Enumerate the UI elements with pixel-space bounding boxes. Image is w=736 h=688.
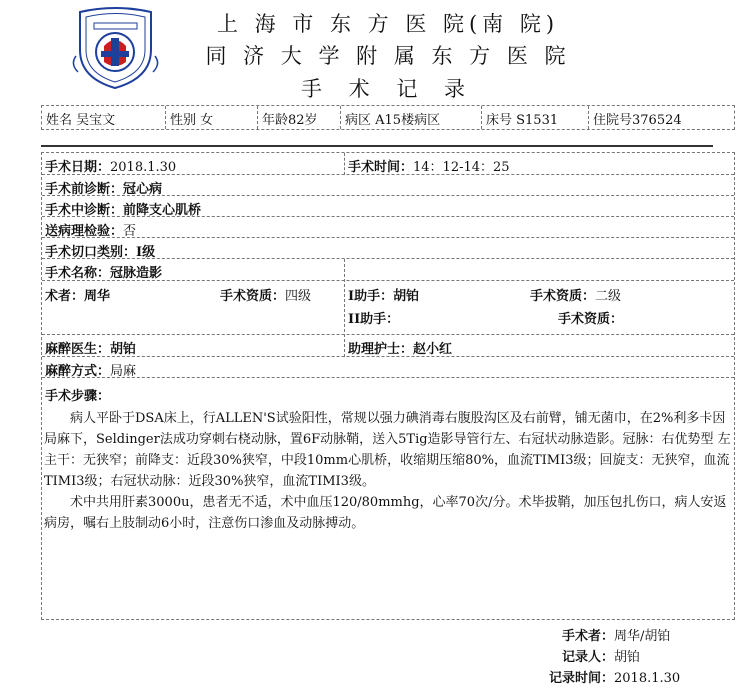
surgery-name-label: 手术名称：	[45, 266, 111, 281]
anesthesiologist-value: 胡铂	[110, 342, 137, 357]
patient-name: 姓名 吴宝文	[42, 106, 166, 129]
surgery-time-label: 手术时间：	[348, 160, 414, 175]
assistant1-qualification-label: 手术资质：	[530, 289, 596, 304]
signature-recorder	[544, 646, 640, 665]
signature-operator	[544, 625, 670, 644]
surgery-steps-text	[44, 408, 732, 534]
pathology-label: 送病理检验：	[45, 224, 124, 239]
surgery-steps-label: 手术步骤：	[45, 389, 111, 404]
assistant-nurse-value: 赵小红	[413, 342, 453, 357]
assistant1-qualification-value: 二级	[595, 289, 622, 304]
intraop-diagnosis-label: 手术中诊断：	[45, 203, 124, 218]
assistant2-label: II助手：	[348, 312, 400, 327]
preop-diagnosis-value: 冠心病	[123, 182, 163, 197]
assistant-nurse-label: 助理护士：	[348, 342, 414, 357]
operator-label: 手术者：	[561, 629, 614, 644]
patient-ward: 病区 A15楼病区	[341, 106, 482, 129]
hospital-name-tongji: 同 济 大 学 附 属 东 方 医 院	[205, 44, 571, 68]
recorder-value: 胡铂	[614, 650, 641, 665]
patient-bed: 床号 S1531	[482, 106, 589, 129]
hospital-name-south: 上 海 市 东 方 医 院(南 院)	[216, 12, 560, 36]
incision-class-label: 手术切口类别：	[45, 245, 137, 260]
assistant2-qualification-label: 手术资质：	[558, 312, 624, 327]
patient-info-row	[41, 105, 735, 130]
steps-paragraph-2: 术中共用肝素3000u，患者无不适，术中血压120/80mmhg，心率70次/分。术毕拔鞘，加压包扎伤口，病人安返病房，嘱右上肢制动6小时，注意伤口渗血及动脉搏动。	[44, 495, 727, 531]
anesthesia-method-value: 局麻	[110, 364, 137, 379]
patient-sex: 性别 女	[166, 106, 258, 129]
recorder-label: 记录人：	[561, 650, 614, 665]
pathology-value: 否	[123, 224, 137, 239]
document-title: 手 术 记 录	[300, 77, 476, 101]
intraop-diagnosis-value: 前降支心肌桥	[123, 203, 202, 218]
operator-value: 周华/胡铂	[614, 629, 671, 644]
record-time-value: 2018.1.30	[614, 671, 681, 686]
signature-record-time	[544, 667, 680, 686]
anesthesia-method-label: 麻醉方式：	[45, 364, 111, 379]
admission-number: 住院号376524	[593, 113, 682, 128]
surgeon-qualification-value: 四级	[285, 289, 312, 304]
assistant1-label: I助手：	[348, 289, 394, 304]
anesthesiologist-label: 麻醉医生：	[45, 342, 111, 357]
preop-diagnosis-label: 手术前诊断：	[45, 182, 124, 197]
patient-age: 年龄82岁	[258, 106, 341, 129]
surgery-time-value: 14：12-14：25	[413, 160, 510, 175]
surgeon-label: 术者：	[45, 289, 85, 304]
steps-paragraph-1: 病人平卧于DSA床上，行ALLEN'S试验阳性，常规以强力碘消毒右腹股沟区及右前臂，铺无菌巾，在2%利多卡因局麻下，Seldinger法成功穿刺右桡动脉，置6F动脉鞘，送入5Tig造影导管行左、右冠状动脉造影。冠脉：右优势型 左主干：无狭窄；前降支：近段30%狭窄，中段10mm心肌桥，收缩期压缩80%，血流TIMI3级；回旋支：无狭窄，血流TIMI3级；右冠状动脉：近段30%狭窄，血流TIMI3级。	[44, 411, 731, 489]
surgery-date-label: 手术日期：	[45, 160, 111, 175]
incision-class-value: I级	[136, 245, 156, 260]
surgery-date-value: 2018.1.30	[110, 160, 177, 175]
header-divider	[41, 145, 713, 147]
surgeon-qualification-label: 手术资质：	[220, 289, 286, 304]
surgery-name-value: 冠脉造影	[110, 266, 163, 281]
surgeon-value: 周华	[84, 289, 111, 304]
record-time-label: 记录时间：	[548, 671, 614, 686]
assistant1-value: 胡铂	[393, 289, 420, 304]
surgery-record-table	[41, 152, 735, 620]
